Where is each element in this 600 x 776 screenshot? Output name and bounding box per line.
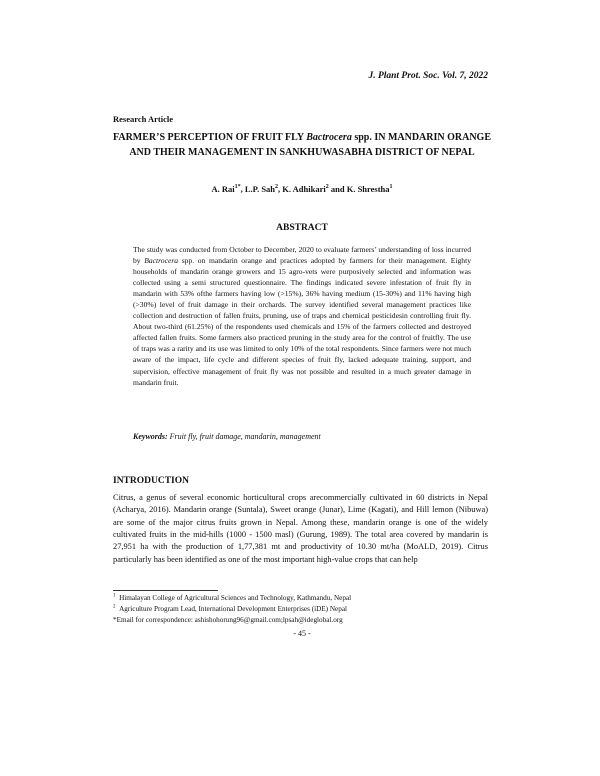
- footnotes: [113, 593, 493, 626]
- abstract-genus: Bactrocera: [144, 256, 179, 266]
- footnote-2: [113, 604, 493, 615]
- introduction-heading: INTRODUCTION: [113, 476, 190, 486]
- author-2: , L.P. Sah: [240, 184, 276, 194]
- footnote-1: [113, 593, 493, 604]
- paper-title: [113, 130, 491, 160]
- author-3-affil: 2: [325, 184, 329, 191]
- footnote-1-text: Himalayan College of Agricultural Sciences and Technology, Kathmandu, Nepal: [119, 594, 352, 602]
- author-2-affil: 2: [275, 184, 279, 191]
- abstract-heading: ABSTRACT: [276, 223, 328, 233]
- title-genus: Bactrocera: [306, 132, 352, 143]
- author-1: A. Rai: [211, 184, 235, 194]
- title-part-1: FARMER’S PERCEPTION OF FRUIT FLY: [113, 132, 307, 143]
- title-part-2: spp. IN MANDARIN ORANGE AND THEIR MANAGEMENT IN SANKHUWASABHA DISTRICT OF NEPAL: [129, 132, 491, 158]
- footnote-2-mark: 2: [113, 604, 116, 610]
- author-1-affil: 1*: [234, 184, 241, 191]
- footnote-2-text: Agriculture Program Lead, International Development Enterprises (iDE) Nepal: [119, 605, 348, 613]
- abstract-text-2: spp. on mandarin orange and practices adopted by farmers for their management. Eighty households of mandarin orange growers and 15 agro-vets were purposively selected and information was collected using a semi structured questionnaire. The findings indicated severe infestation of fruit fly in mandarin with 53% ofthe farmers having low (>15%), 36% having medium (15-30%) and 11% having high (>30%) level of fruit damage in their orchards. The survey identified several management practices like collection and destruction of fallen fruits, pruning, use of traps and chemical pesticidesin controlling fruit fly. About two-third (61.25%) of the respondents used chemicals and 15% of the farmers collected and destroyed affected fallen fruits. Some farmers also practiced pruning in the study area for the control of fruitfly. The use of traps was a rarity and its use was limited to only 10% of the total respondents. Since farmers were not much aware of the impact, life cycle and different species of fruit fly, lacked adequate training, support, and supervision, effective management of fruit fly was not possible and resulted in a much greater damage in mandarin fruit.: [133, 256, 471, 387]
- introduction-body: Citrus, a genus of several economic horticultural crops arecommercially cultivated in 60 districts in Nepal (Acharya, 2016). Mandarin orange (Suntala), Sweet orange (Junar), Lime (Kagati), and Hill lemon (Nibuwa) are some of the major citrus fruits grown in Nepal. Among these, mandarin orange is one of the widely cultivated fruits in the mid-hills (1000 - 1500 masl) (Gurung, 1989). The total area covered by mandarin is 27,951 ha with the production of 1,77,381 mt and productivity of 10.30 mt/ha (MoALD, 2019). Citrus particularly has been identified as one of the most important high-value crops that can help: [113, 493, 488, 564]
- keywords: [133, 432, 473, 441]
- footnote-divider: [113, 590, 218, 591]
- author-4: and K. Shrestha: [328, 184, 390, 194]
- author-list: [113, 184, 491, 194]
- article-type: Research Article: [113, 114, 174, 124]
- journal-citation: J. Plant Prot. Soc. Vol. 7, 2022: [368, 71, 488, 81]
- abstract-body: [133, 244, 471, 388]
- keywords-label: Keywords:: [133, 432, 168, 441]
- page-number: - 45 -: [293, 629, 311, 638]
- keywords-text: Fruit fly, fruit damage, mandarin, management: [167, 432, 321, 441]
- author-4-affil: 1: [389, 184, 393, 191]
- footnote-1-mark: 1: [113, 593, 116, 599]
- author-3: , K. Adhikari: [278, 184, 326, 194]
- correspondence-email: *Email for correspondence: ashishohorung96@gmail.com;lpsah@ideglobal.org: [113, 616, 343, 624]
- abstract-text-1: The study was conducted from October to December, 2020 to evaluate farmers’ understanding of loss incurred by: [133, 245, 471, 266]
